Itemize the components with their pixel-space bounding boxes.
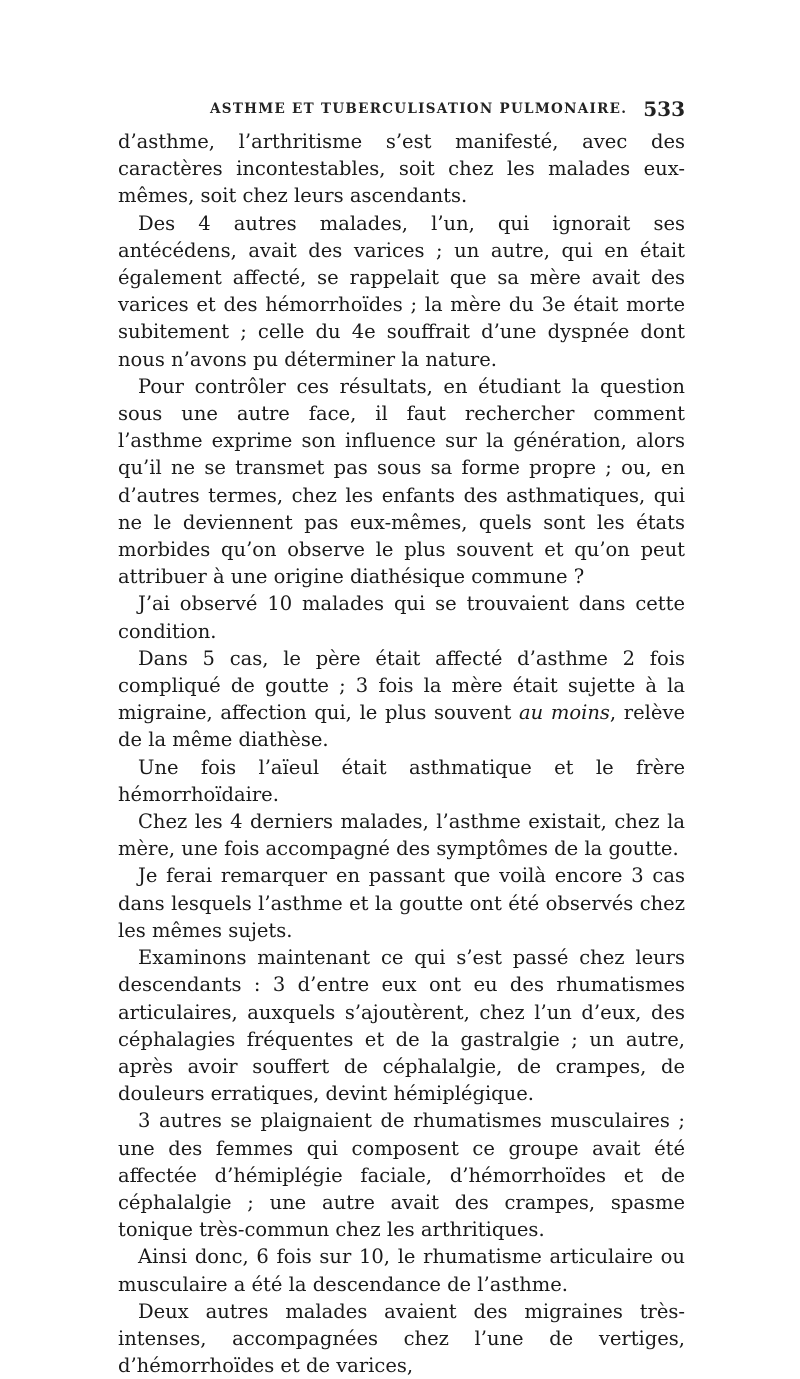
paragraph-8: Je ferai remarquer en passant que voilà encore 3 cas dans lesquels l’asthme et la goutte ont été observés chez les mêmes sujets.: [118, 864, 685, 942]
paragraph-9: Examinons maintenant ce qui s’est passé chez leurs descendants : 3 d’entre eux ont eu des rhumatismes articulaires, auxquels s’ajoutèrent, chez l’un d’eux, des céphalagies fréquentes et de la gastralgie ; un autre, après avoir souffert de céphalalgie, de crampes, de douleurs erratiques, devint hémiplégique.: [118, 946, 685, 1106]
paragraph-11: Ainsi donc, 6 fois sur 10, le rhumatisme articulaire ou musculaire a été la descendance de l’asthme.: [118, 1245, 685, 1296]
paragraph-4: J’ai observé 10 malades qui se trouvaient dans cette condition.: [118, 592, 685, 643]
paragraph-1: d’asthme, l’arthritisme s’est manifesté, avec des caractères incontestables, soit chez les malades eux-mêmes, soit chez leurs ascendants.: [118, 130, 685, 208]
body-text: [118, 128, 685, 1379]
paragraph-12: Deux autres malades avaient des migraines très-intenses, accompagnées chez l’une de vertiges, d’hémorrhoïdes et de varices,: [118, 1299, 685, 1378]
page-header: [120, 97, 685, 123]
paragraph-10: 3 autres se plaignaient de rhumatismes musculaires ; une des femmes qui composent ce groupe avait été affectée d’hémiplégie faciale, d’hémorrhoïdes et de céphalalgie ; une autre avait des crampes, spasme tonique très-commun chez les arthritiques.: [118, 1109, 685, 1242]
paragraph-5-after: , relève de la même diathèse.: [118, 701, 685, 752]
paragraph-5-before: Dans 5 cas, le père était affecté d’asthme 2 fois compliqué de goutte ; 3 fois la mère était sujette à la migraine, affection qui, le plus souvent: [118, 646, 685, 725]
paragraph-2: Des 4 autres malades, l’un, qui ignorait ses antécédens, avait des varices ; un autre, qui en était également affecté, se rappelait que sa mère avait des varices et des hémorrhoïdes ; la mère du 3e était morte subitement ; celle du 4e souffrait d’une dyspnée dont nous n’avons pu déterminer la nature.: [118, 211, 685, 371]
paragraph-5: [118, 645, 685, 754]
paragraph-7: Chez les 4 derniers malades, l’asthme existait, chez la mère, une fois accompagné des symptômes de la goutte.: [118, 810, 685, 861]
paragraph-3: Pour contrôler ces résultats, en étudiant la question sous une autre face, il faut rechercher comment l’asthme exprime son influence sur la génération, alors qu’il ne se transmet pas sous sa forme propre ; ou, en d’autres termes, chez les enfants des asthmatiques, qui ne le deviennent pas eux-mêmes, quels sont les états morbides qu’on observe le plus souvent et qu’on peut attribuer à une origine diathésique commune ?: [118, 374, 685, 589]
page-number: 533: [643, 97, 685, 121]
running-title: ASTHME ET TUBERCULISATION PULMONAIRE.: [210, 101, 628, 117]
italic-phrase: au moins: [518, 701, 610, 725]
paragraph-6: Une fois l’aïeul était asthmatique et le frère hémorrhoïdaire.: [118, 755, 685, 806]
